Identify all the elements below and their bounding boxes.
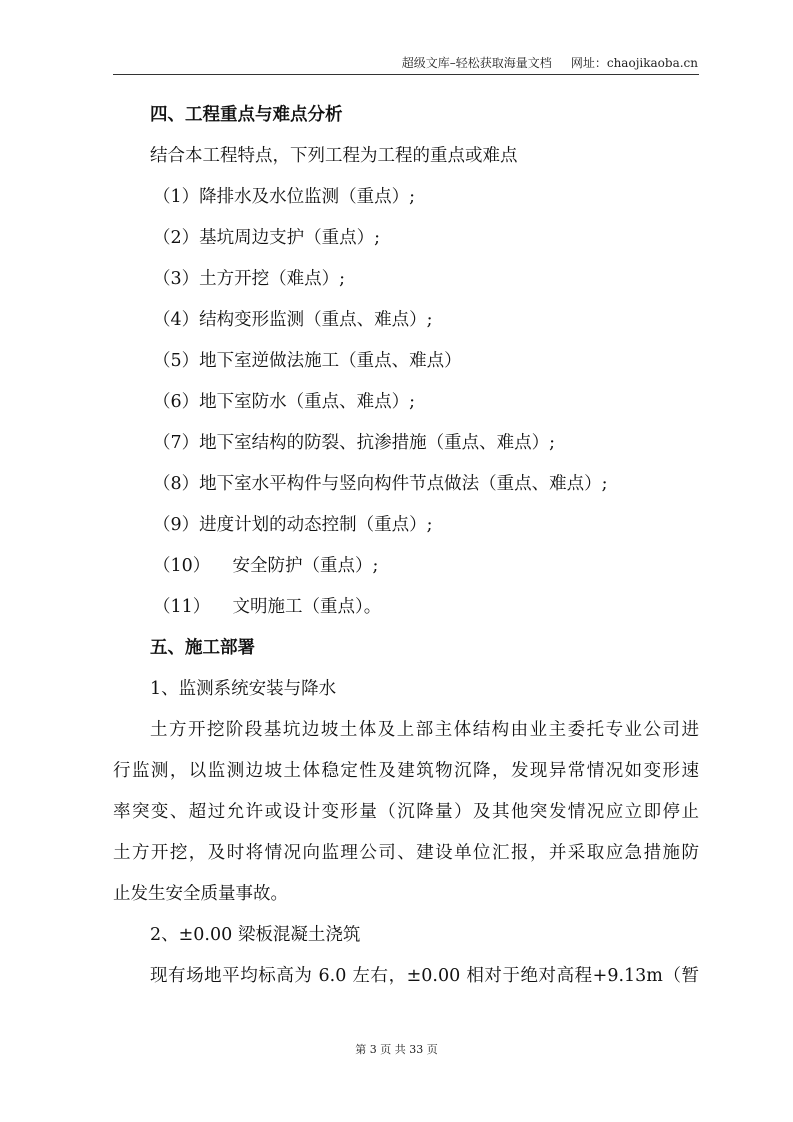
- section-intro: 结合本工程特点，下列工程为工程的重点或难点: [150, 146, 518, 166]
- paragraph-line: 现有场地平均标高为 6.0 左右，±0.00 相对于绝对高程+9.13m（暂: [150, 966, 699, 986]
- paragraph-line: 土方开挖阶段基坑边坡土体及上部主体结构由业主委托专业公司进: [150, 720, 699, 740]
- header-divider: [113, 74, 699, 75]
- list-item: （9）进度计划的动态控制（重点）;: [153, 515, 433, 535]
- list-item: （2）基坑周边支护（重点）;: [153, 228, 381, 248]
- header-url: 网址：chaojikaoba.cn: [570, 56, 698, 70]
- header-site: 超级文库–轻松获取海量文档: [401, 56, 552, 70]
- list-item: （3）土方开挖（难点）;: [153, 269, 346, 289]
- subsection-heading: 2、±0.00 梁板混凝土浇筑: [150, 925, 361, 945]
- paragraph-line: 止发生安全质量事故。: [113, 884, 288, 904]
- section-heading: 五、施工部署: [150, 638, 255, 658]
- document-body: [113, 95, 699, 997]
- list-item: （5）地下室逆做法施工（重点、难点）: [153, 351, 462, 371]
- list-item: （10） 安全防护（重点）;: [153, 556, 379, 576]
- list-item: （1）降排水及水位监测（重点）;: [153, 187, 416, 207]
- list-item: （11） 文明施工（重点）。: [153, 597, 382, 617]
- list-item: （6）地下室防水（重点、难点）;: [153, 392, 416, 412]
- list-item: （7）地下室结构的防裂、抗渗措施（重点、难点）;: [153, 433, 556, 453]
- page-footer: 第 3 页 共 33 页: [355, 1043, 438, 1056]
- section-heading: 四、工程重点与难点分析: [150, 105, 343, 125]
- subsection-heading: 1、监测系统安装与降水: [150, 679, 337, 699]
- list-item: （4）结构变形监测（重点、难点）;: [153, 310, 433, 330]
- list-item: （8）地下室水平构件与竖向构件节点做法（重点、难点）;: [153, 474, 608, 494]
- paragraph-line: 行监测，以监测边坡土体稳定性及建筑物沉降，发现异常情况如变形速: [113, 761, 699, 781]
- paragraph-line: 率突变、超过允许或设计变形量（沉降量）及其他突发情况应立即停止: [113, 802, 699, 822]
- page-header: [402, 54, 698, 71]
- paragraph-line: 土方开挖，及时将情况向监理公司、建设单位汇报，并采取应急措施防: [113, 843, 699, 863]
